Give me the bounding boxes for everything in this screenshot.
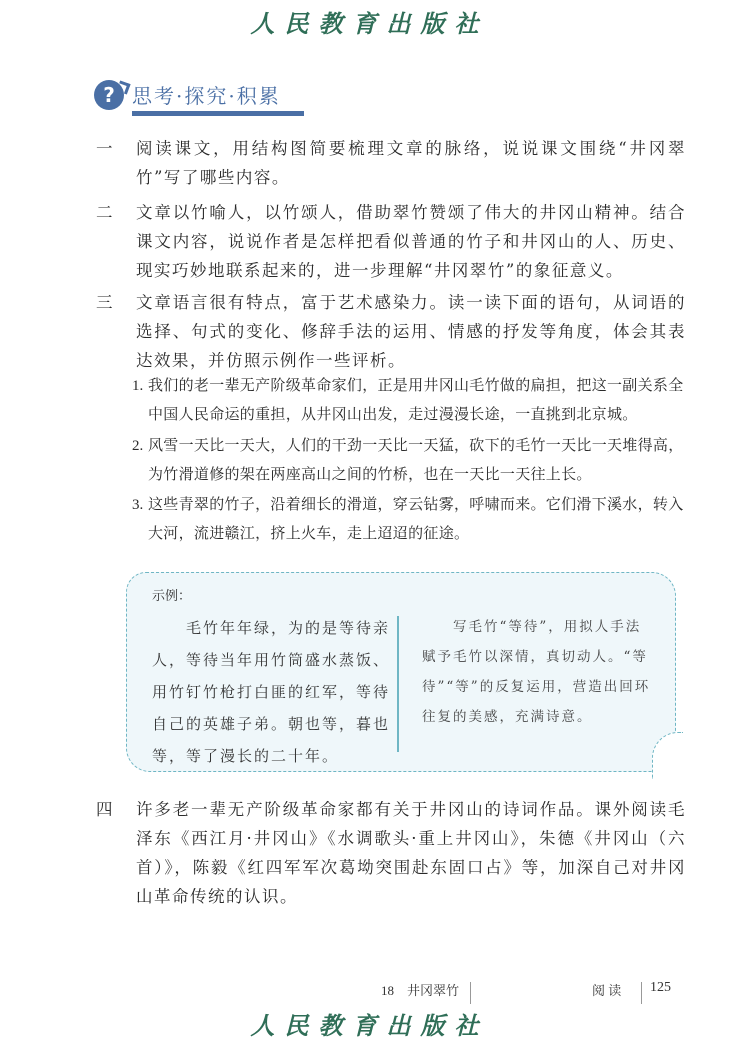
sentence-text: 我们的老一辈无产阶级革命家们，正是用井冈山毛竹做的扁担，把这一副关系全中国人民命运的重担，从井冈山出发，走过漫漫长途，一直挑到北京城。 (148, 378, 684, 423)
footer-divider (470, 982, 471, 1004)
sentence-number: 2. (132, 438, 144, 454)
sentence-1 (132, 372, 687, 430)
page-number: 125 (650, 980, 671, 995)
question-4 (96, 795, 686, 911)
section-underline (132, 111, 304, 116)
question-text: 许多老一辈无产阶级革命家都有关于井冈山的诗词作品。课外阅读毛泽东《西江月·井冈山》《水调歌头·重上井冈山》，朱德《井冈山（六首）》，陈毅《红四军军次葛坳突围赴东固口占》等，加深自己对井冈山革命传统的认识。 (136, 800, 686, 906)
sentence-3 (132, 491, 687, 549)
example-divider (397, 616, 399, 752)
sentence-text: 风雪一天比一天大，人们的干劲一天比一天猛，砍下的毛竹一天比一天堆得高，为竹滑道修的架在两座高山之间的竹桥，也在一天比一天往上长。 (148, 438, 684, 483)
footer-lesson: 18 井冈翠竹 (381, 983, 460, 998)
sentence-number: 3. (132, 497, 144, 513)
footer-unit: 阅 读 (592, 983, 622, 998)
section-heading (94, 80, 314, 120)
sentence-number: 1. (132, 378, 144, 394)
publisher-logo-bottom: 人民教育出版社 (250, 1011, 489, 1040)
question-1 (96, 134, 686, 192)
question-text: 文章以竹喻人，以竹颂人，借助翠竹赞颂了伟大的井冈山精神。结合课文内容，说说作者是怎样把看似普通的竹子和井冈山的人、历史、现实巧妙地联系起来的，进一步理解“井冈翠竹”的象征意义。 (136, 203, 686, 280)
example-label: 示例： (152, 589, 192, 604)
question-number: 三 (96, 293, 113, 312)
footer-divider (641, 982, 642, 1004)
question-number: 一 (96, 139, 113, 158)
question-2 (96, 198, 686, 285)
question-number: 二 (96, 203, 113, 222)
publisher-logo-top: 人民教育出版社 (250, 9, 489, 38)
example-comment: 写毛竹“等待”，用拟人手法赋予毛竹以深情，真切动人。“等待”“等”的反复运用，营造出回环往复的美感，充满诗意。 (422, 619, 651, 725)
question-icon: ? (94, 80, 124, 110)
section-title: 思考·探究·积累 (132, 84, 281, 108)
sentence-text: 这些青翠的竹子，沿着细长的滑道，穿云钻雾，呼啸而来。它们滑下溪水，转入大河，流进赣江，挤上火车，走上迢迢的征途。 (148, 497, 684, 542)
question-text: 阅读课文，用结构图简要梳理文章的脉络，说说课文围绕“井冈翠竹”写了哪些内容。 (136, 139, 686, 187)
question-number: 四 (96, 800, 113, 819)
question-3 (96, 288, 686, 375)
sentence-2 (132, 432, 687, 490)
example-quote: 毛竹年年绿，为的是等待亲人，等待当年用竹筒盛水蒸饭、用竹钉竹枪打白匪的红军，等待自己的英雄子弟。朝也等，暮也等，等了漫长的二十年。 (152, 619, 391, 765)
question-text: 文章语言很有特点，富于艺术感染力。读一读下面的语句，从词语的选择、句式的变化、修辞手法的运用、情感的抒发等角度，体会其表达效果，并仿照示例作一些评析。 (136, 293, 686, 370)
